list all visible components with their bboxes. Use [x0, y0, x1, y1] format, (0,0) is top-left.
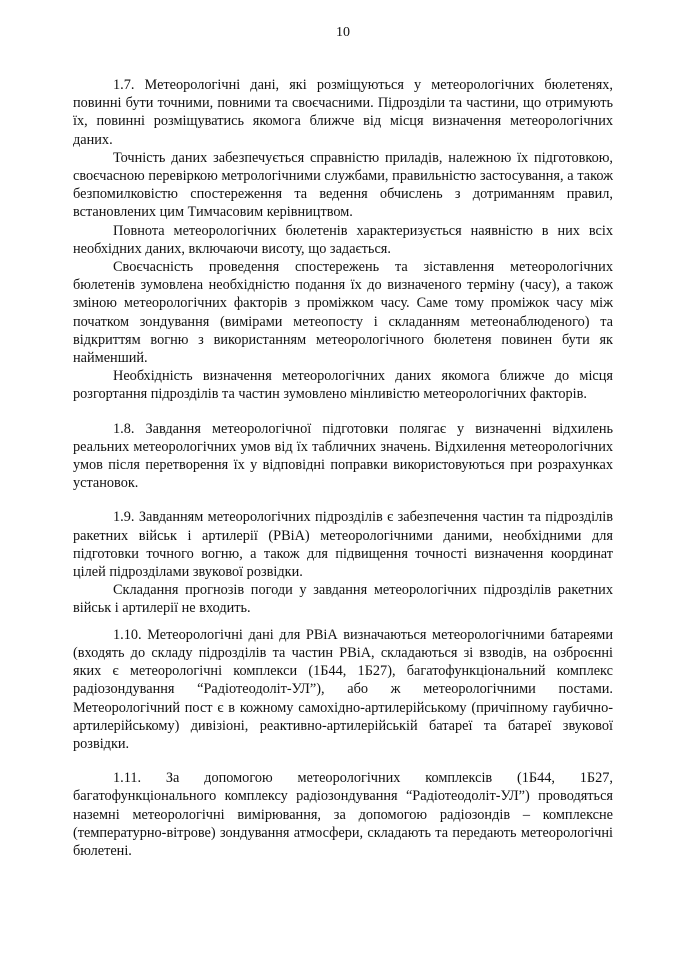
page-number: 10: [336, 25, 350, 40]
paragraph-1-8: 1.8. Завдання метеорологічної підготовки полягає у визначенні відхилень реальних метеорологічних умов від їх табличних значень. Відхилення метеорологічних умов після перетворення їх у відповідні поправки використовуються при розрахунках установок.: [73, 420, 613, 492]
section-spacer: [73, 404, 613, 420]
paragraph-necessity: Необхідність визначення метеорологічних даних якомога ближче до місця розгортання підрозділів та частин зумовлено мінливістю метеорологічних факторів.: [73, 368, 613, 403]
section-spacer: [73, 618, 613, 626]
paragraph-forecasts: Складання прогнозів погоди у завдання метеорологічних підрозділів ракетних військ і артилерії не входить.: [73, 582, 613, 617]
paragraph-1-11: 1.11. За допомогою метеорологічних комплексів (1Б44, 1Б27, багатофункціонального комплексу радіозондування “Радіотеодоліт-УЛ”) проводяться наземні метеорологічні вимірювання, за допомогою радіозондів – комплексне (температурно-вітрове) зондування атмосфери, складають та передають метеорологічні бюлетені.: [73, 770, 613, 859]
paragraph-1-9: 1.9. Завданням метеорологічних підрозділів є забезпечення частин та підрозділів ракетних військ і артилерії (РВіА) метеорологічними даними, необхідними для підготовки точного вогню, а також для підвищення точності визначення координат цілей підрозділами звукової розвідки.: [73, 509, 613, 581]
paragraph-completeness: Повнота метеорологічних бюлетенів характеризується наявністю в них всіх необхідних даних, включаючи висоту, що задається.: [73, 222, 613, 257]
document-body: [73, 76, 613, 860]
section-spacer: [73, 753, 613, 769]
paragraph-1-7: 1.7. Метеорологічні дані, які розміщуються у метеорологічних бюлетенях, повинні бути точними, повними та своєчасними. Підрозділи та частини, що отримують їх, повинні розміщуватись якомога ближче від місця визначення метеорологічних даних.: [73, 77, 613, 148]
paragraph-1-10: 1.10. Метеорологічні дані для РВіА визначаються метеорологічними батареями (входять до складу підрозділів та частин РВіА, складаються зі взводів, на озброєнні яких є метеорологічні комплекси (1Б44, 1Б27), багатофункціональний комплекс радіозондування “Радіотеодоліт-УЛ”), або ж метеорологічними постами. Метеорологічний пост є в кожному самохідно-артилерійському (причіпному гаубично-артилерійському) дивізіоні, реактивно-артилерійській батареї та батареї звукової розвідки.: [73, 626, 613, 752]
paragraph-timeliness: Своєчасність проведення спостережень та зіставлення метеорологічних бюлетенів зумовлена необхідністю подання їх до визначеного терміну (часу), а також зміною метеорологічних факторів з проміжком часу. Саме тому проміжок часу між початком зондування (вимірами метеопосту і складанням метеонаблюденого) та відкриттям вогню з використанням метеорологічного бюлетеня повинен бути як найменший.: [73, 259, 613, 367]
paragraph-accuracy: Точність даних забезпечується справністю приладів, належною їх підготовкою, своєчасною перевіркою метрологічними службами, правильністю застосування, а також безпомилковістю спостереження та ведення обчислень з дотриманням правил, встановлених цим Тимчасовим керівництвом.: [73, 149, 613, 221]
section-spacer: [73, 492, 613, 508]
